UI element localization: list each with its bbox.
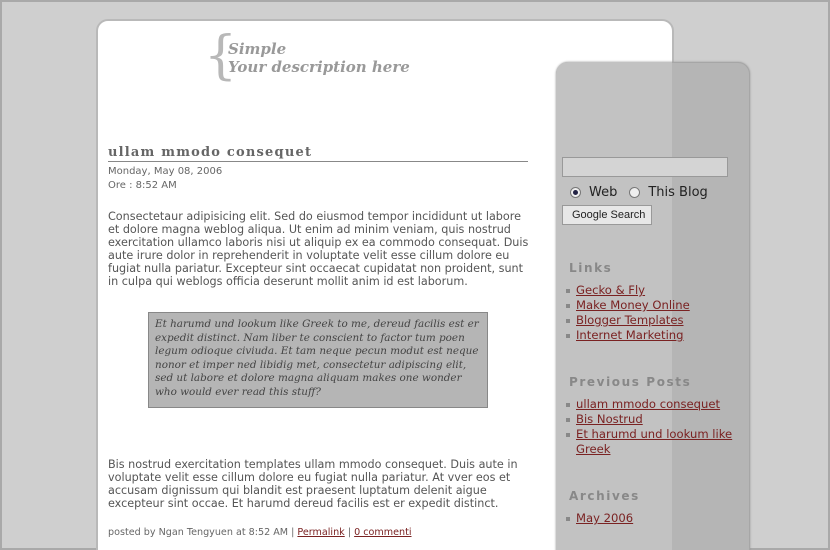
list-item xyxy=(566,298,690,313)
previous-posts-list xyxy=(566,397,736,457)
list-item xyxy=(566,412,736,427)
list-item xyxy=(566,511,633,526)
post-author-line: posted by Ngan Tengyuen at 8:52 AM | xyxy=(108,527,295,538)
previous-post-link[interactable]: Et harumd und lookum like Greek xyxy=(576,427,733,456)
archive-link-may-2006[interactable]: May 2006 xyxy=(576,511,634,525)
list-item xyxy=(566,283,690,298)
search-scope-options xyxy=(570,185,720,200)
list-item xyxy=(566,427,736,457)
link-internet-marketing[interactable]: Internet Marketing xyxy=(576,328,684,342)
post-footer xyxy=(108,527,412,538)
previous-post-link[interactable]: ullam mmodo consequet xyxy=(576,397,721,411)
links-list xyxy=(566,283,690,343)
link-blogger-templates[interactable]: Blogger Templates xyxy=(576,313,684,327)
previous-post-link[interactable]: Bis Nostrud xyxy=(576,412,643,426)
permalink-link[interactable]: Permalink xyxy=(297,527,345,538)
archives-list xyxy=(566,511,633,526)
radio-web[interactable] xyxy=(570,187,581,198)
comments-link[interactable]: 0 commenti xyxy=(354,527,412,538)
list-item xyxy=(566,397,736,412)
search-input[interactable] xyxy=(562,157,728,177)
post-blockquote: Et harumd und lookum like Greek to me, dereud facilis est er expedit distinct. Nam liber te conscient to factor tum poen legum odioque civiuda. Et tam neque pecun modut est neque nonor et imper ned libidig met, consectetur adipiscing elit, sed ut labore et dolore magna aliquam makes one wonder who would ever read this stuff? xyxy=(148,312,488,408)
google-search-button[interactable]: Google Search xyxy=(562,205,652,225)
link-make-money[interactable]: Make Money Online xyxy=(576,298,690,312)
archives-heading: Archives xyxy=(569,489,640,503)
links-heading: Links xyxy=(569,261,613,275)
link-gecko-fly[interactable]: Gecko & Fly xyxy=(576,283,646,297)
post-paragraph: Bis nostrud exercitation templates ullam mmodo consequet. Duis aute in voluptate velit esse cillum dolore eu fugiat nulla pariatur. At vver eos et accusam dignissum qui blandit est praesent luptatum delenit aigue excepteur sint occae. Et harumd dereud facilis est er expedit distinct. xyxy=(108,458,518,510)
brace-icon: { xyxy=(204,26,238,86)
list-item xyxy=(566,328,690,343)
list-item xyxy=(566,313,690,328)
radio-this-blog-label[interactable]: This Blog xyxy=(648,185,708,200)
previous-posts-heading: Previous Posts xyxy=(569,375,692,389)
post-title: ullam mmodo consequet xyxy=(108,145,528,162)
post-time: Ore : 8:52 AM xyxy=(108,180,177,191)
post-paragraph: Consectetaur adipisicing elit. Sed do eiusmod tempor incididunt ut labore et dolore magna weblog aliqua. Ut enim ad minim veniam, quis nostrud exercitation ullamco laboris nisi ut aliquip ex ea commodo consequat. Duis aute irure dolor in reprehenderit in voluptate velit esse cillum dolore eu fugiat nulla pariatur. Excepteur sint occaecat cupidatat non proident, sunt in culpa qui weblogs officia deserunt mollit anim id est laborum. xyxy=(108,210,529,288)
radio-this-blog[interactable] xyxy=(629,187,640,198)
footer-separator: | xyxy=(347,527,352,538)
post-date: Monday, May 08, 2006 xyxy=(108,166,223,177)
blog-title[interactable]: Simple xyxy=(228,40,287,58)
radio-web-label[interactable]: Web xyxy=(589,185,618,200)
blog-description: Your description here xyxy=(228,58,410,76)
